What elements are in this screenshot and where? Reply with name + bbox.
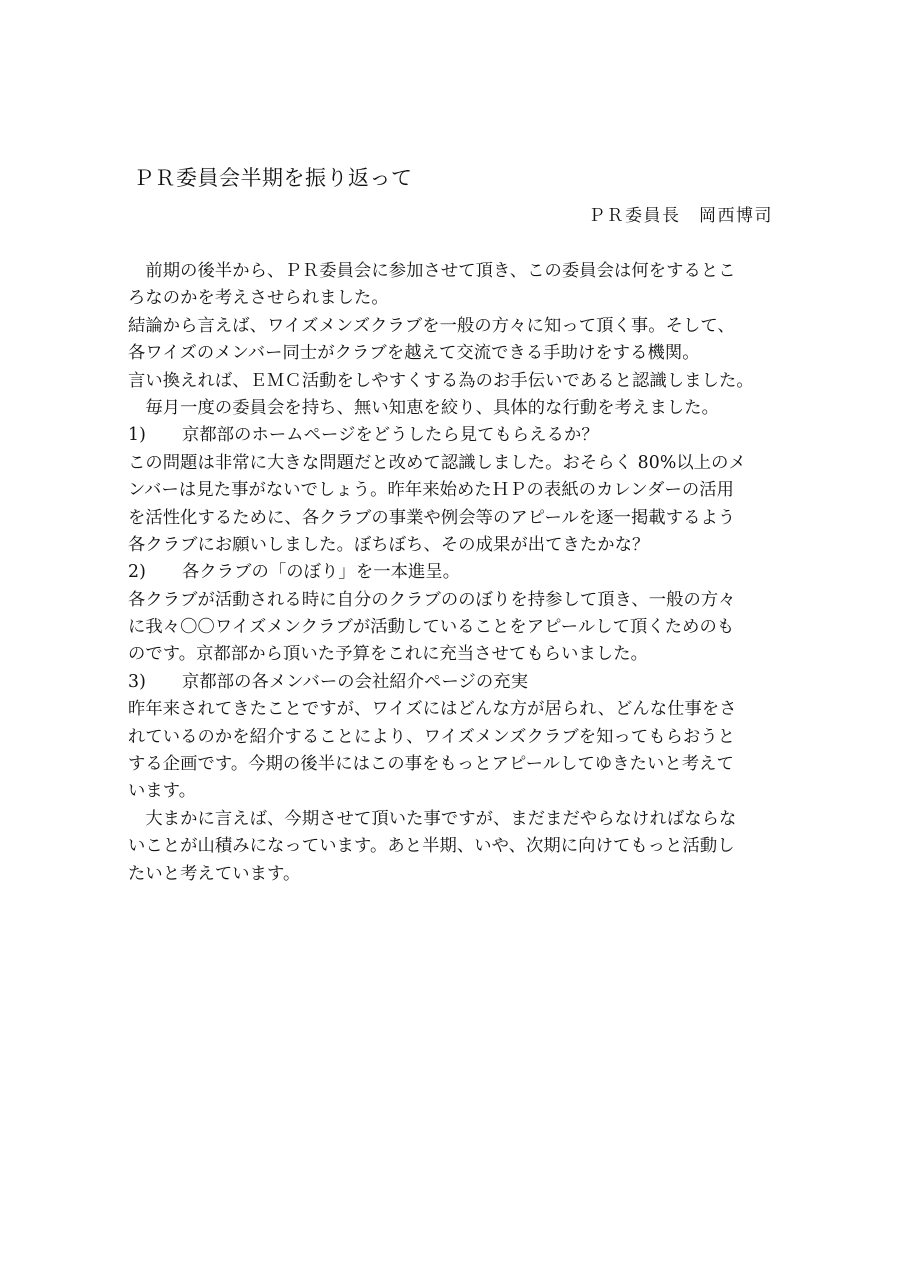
item-3-line: れているのかを紹介することにより、ワイズメンズクラブを知ってもらおうと — [128, 726, 736, 747]
author-line: ＰＲ委員長 岡西博司 — [588, 206, 773, 226]
item-3-line: います。 — [128, 781, 197, 802]
item-2-line: に我々〇〇ワイズメンクラブが活動していることをアピールして頂くためのも — [128, 617, 735, 638]
item-3-heading-text: 京都部の各メンバーの会社紹介ページの充実 — [182, 671, 529, 692]
item-3-number: 3) — [128, 671, 146, 692]
body-line: 結論から言えば、ワイズメンズクラブを一般の方々に知って頂く事。そして、 — [128, 315, 735, 336]
document-title: ＰＲ委員会半期を振り返って — [133, 166, 413, 190]
body-line: 毎月一度の委員会を持ち、無い知恵を絞り、具体的な行動を考えました。 — [128, 397, 719, 418]
item-2-heading — [128, 559, 778, 586]
document-body — [128, 258, 778, 888]
closing-line: いことが山積みになっています。あと半期、いや、次期に向けてもっと活動し — [128, 836, 735, 857]
item-3-line: する企画です。今期の後半にはこの事をもっとアピールしてゆきたいと考えて — [128, 754, 734, 775]
item-2-line: 各クラブが活動される時に自分のクラブののぼりを持参して頂き、一般の方々 — [128, 589, 736, 610]
item-2-number: 2) — [128, 562, 146, 583]
item-1-line: 各クラブにお願いしました。ぼちぼち、その成果が出てきたかな？ — [128, 534, 650, 555]
item-3-line: 昨年来されてきたことですが、ワイズにはどんな方が居られ、どんな仕事をさ — [128, 699, 737, 720]
closing-line: たいと考えています。 — [128, 863, 301, 884]
item-1-line: を活性化するために、各クラブの事業や例会等のアピールを逐一掲載するよう — [128, 507, 736, 528]
item-2-line: のです。京都部から頂いた予算をこれに充当させてもらいました。 — [128, 644, 649, 665]
item-1-line: この問題は非常に大きな問題だと改めて認識しました。おそらく 80%以上のメ — [128, 452, 746, 473]
item-3-heading — [128, 669, 778, 696]
body-line: 言い換えれば、ＥＭＣ活動をしやすくする為のお手伝いであると認識しました。 — [128, 370, 754, 391]
body-line: 各ワイズのメンバー同士がクラブを越えて交流できる手助けをする機関。 — [128, 343, 700, 364]
item-1-number: 1) — [128, 425, 146, 446]
item-1-heading-text: 京都部のホームページをどうしたら見てもらえるか？ — [182, 425, 599, 446]
body-line: 前期の後半から、ＰＲ委員会に参加させて頂き、この委員会は何をするとこ — [128, 261, 736, 281]
item-1-heading — [128, 422, 778, 449]
body-line: ろなのかを考えさせられました。 — [128, 288, 389, 309]
item-1-line: ンバーは見た事がないでしょう。昨年来始めたＨＰの表紙のカレンダーの活用 — [128, 480, 735, 501]
item-2-heading-text: 各クラブの「のぼり」を一本進呈。 — [182, 562, 461, 583]
closing-line: 大まかに言えば、今期させて頂いた事ですが、まだまだやらなければならな — [128, 808, 737, 829]
